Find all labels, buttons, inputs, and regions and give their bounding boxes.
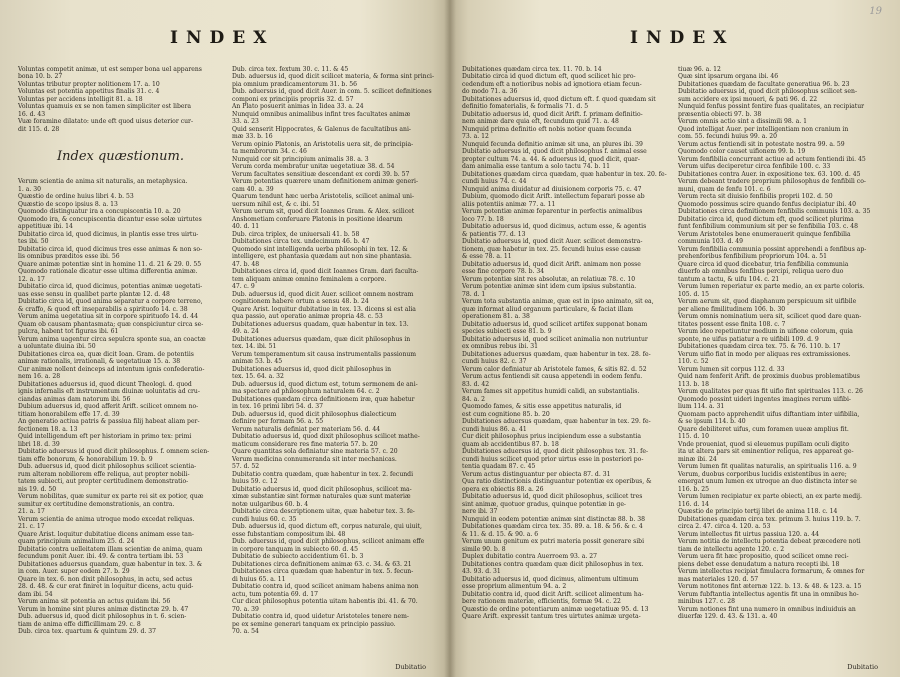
index-entries: tiuæ 96. a. 12 Quæ sint ipsarum organa ibi. 46 Dubitationes quædam de facultate generatiua 96. b. 23 Dubitatio aduersus id, quod dicit philosophus scilicet sen- sum accidere ex ipsi moueri, & pati 96. d. 22 Nunquid fenfus possint fentire fuas qualitates, an recipiatur præsentia obiecti 97. b. 38 Verum omnis actio sint a dissimili 98. a. 1 Quod intelligat Auer. per intelligentiam non cranium in com. 55. fecundi huius 99. a. 20 Verum actus fentiendi sit in potestate nostra 99. a. 59 Quomodo color causet uifionem 99. b. 19 Verum fenfibilia concurrant actiue ad actum fentiendi ibi. 45 Verum uifus deciperetur circa fenfibile 100. c. 33 Dubitationes contra Auer. in expositione tex. 63. 100. d. 45 Verum debeant tradere proprium philosophus de fenfibili co- muni, quam de fenfu 101. c. 6 Verum recta sit diuisio fenfibilis proprii 102. d. 50 Quomodo possimus scire quando fenfus decipiatur ibi. 40 Dubitationes circa definitionem fenfibilis communis 103. a. 35 Dubitatio circa id, quod dictum eft, quod scilicet plurima funt fenfibilium communium sit per se fenfibilia 103. c. 48 Verum Aristoteles bene enumerauerit quinque fenfibilia communia 103. d. 49 Verum fenfibilia communia possint apprehendi a fenfibus ap- prehenforibus fenfibilium propriorum 104. a. 51 Quare circa id quod dicebatur, tria fenfibilia communia diuerfo ab omnibus fenfibus percipi, reliqua uero duo tantum a tactu, & uifu 104. c. 21 Verum lumen reperiatur ex parte medio, an ex parte coloris. 105. d. 15 Verum aerum sit, quod diaphanum perspicuum sit uifibile per aliene fimilitudinem 106. b. 30 Verum omnis nominatium uera sit, scilicet quod dare quan- titates possent esse finita 108. c. 7 Verum ideo repetiuntur medium in uifione colorum, quia sponte, ne uifus patiatur a re uifibili 109. d. 9 Dubitationes quædam circa tex. 75. & 76. 110. b. 17 Verum uifio fiat in modo per aliquas res extramissiones. 110. c. 52 Verum lumen sit corpus 112. d. 33 Quid nam fenferit Arift. de proximis duobus problematibus 113. b. 18 Verum qualitates per quas fit uifio fint spirituales 113. c. 26 Quomodo possint uideri ingentes imagines rerum uifibi- lium 114. a. 31 Quomam pacto apprehendit uifus diftantiam inter uifibilia, & se ipsum 114. b. 40 Quare debiliteret uifus, cum foramen uueæ amplius fit. 115. d. 10 Vnde proueniat, quod si eleuemus pupillam oculi digito ita ut altera pars sit eminentior reliqua, res appareat ge- minæ ibi. 24 Verum lumen fit qualitas naturalis, an spiritualis 116. a. 9 Verum, duobus corporibus lucidis existentibus in aere; emergat unum lumen ex utroque an duo distincta inter se 116. b. 25 Verum lumen recipiatur ex parte obiecti, an ex parte medij. 116. d. 14 Quæstio de principio tertij libri de anima 118. c. 14 Dubitationes quædam circa tex. primum 3. huius 119. b. 7. circa 2. 47. circa 4. 120. a. 53 Verum intellectus fit uirtus passiua 120. a. 44 Verum notitia de intellectu potentia debeat præcedere noti tiam de intellectu agente 120. c. 2 Verum uera fit hæc propositio, quod scilicet omne reci- piens debet esse denudatum a natura recepti ibi. 18 Verum intellectus recipiat fimulacra formarum, & omnes for mas materiales 120. d. 57 Verum notitones fint æternæ 122. b. 13. & 48. & 123. a. 15 Verum fubftantia intellectus agentis fit una in omnibus ho- minibus 127. c. 28 Verum notiones fint una numero in omnibus indiuiduis an diuerfæ 129. d. 43. & 131. a. 40 [678, 65, 871, 620]
index-entries: Voluntas competit animæ, ut est semper bona uel apparens bona 10. b. 27 Voluntas tributur propter nolitionem 17. a. 10 Voluntas est potentia appetitus finalis 31. c. 4 Voluntas per accidens intelligit 81. a. 18 Voluntas quamuis ex se non tamen simpliciter est libera 16. d. 43 Vuæ foramine dilatato: unde eft quod uisus deterior cur- dit 115. d. 28 [18, 65, 202, 133]
page-header: INDEX [630, 28, 735, 48]
right-page [452, 0, 900, 677]
catchword: Dubitatio [395, 663, 426, 671]
page-header: INDEX [170, 28, 275, 48]
index-column-2 [678, 58, 883, 628]
index-column-1 [462, 58, 667, 628]
index-column-1 [18, 58, 223, 643]
index-entries: Dub. circa tex. fextum 30. c. 11. & 45 Dub. aduersus id, quod dicit scilicet materia, & forma sint princi- pia omnium prædicamentorum 31. b. 56 Dub. aduersus id, quod dicit Auer. in com. 5. scilicet definitiones componi ex principiis propriis 32. d. 57 An Plato posuerit animas in Iidea 33. a. 24 Nunquid omnibus animalibus infint tres facultates animæ 33. a. 23 Quid senserit Hippocrates, & Galenus de facultatibus ani- mæ 33. b. 16 Verum opinio Platonis, an Aristotelis uera sit, de principia- ta membrorum 34. c. 46 Nunquid cor sit principium animalis 38. a. 3 Verum corda membratur unitæ uegetatiuæ 38. d. 54 Verum facultates sensitiuæ descendant ex cordi 39. b. 57 Verum potentias quærere unam definitionem animæ generi- cam 40. a. 39 Quarum tendunt hæc uerba Aristotelis, scilicet animal uni- uersum nihil est, & c. ibi. 51 Verum uerum sit, quod dicit Ioannes Gram. & Alex. scilicet Anshometiam conferuare Platonis in positione idearum 40. d. 11 Dub. circa triplex, de uniuersali 41. b. 58 Dubitationes circa tex. undecimum 46. b. 47 Quomodo sint intelligenda uerba philosophi in tex. 12. & intelligere, est phantasia quædam aut non sine phantasia. 47. b. 48 Dubitationes circa id, quod dicit Ioannes Gram. dari faculta- tem aliquam animæ omnino feminalem a corpore. 47. c. 9 Dub. aduersus id, quod dicit Auer. scilicet omnem nostram cognitionem habere ortum a sensu 48. b. 24 Quare Arist. loquitur dubitatiue in tex. 13. dicens si est alia qua passio, aut operatio animæ propria 48. c. 53 Dubitationes aduersus quadam, quæ habentur in tex. 13. 49. a. 24 Dubitationes aduersus quædam, quæ dicit philosophus in tex. 14. ibi. 51 Verum temperamentum sit causa instrumentalis passionum animæ 53. b. 45 Dubitationes aduersus id, quod dicit philosophus in tex. 15. 64. a. 32 Dub. aduersus id, quod dictum est, totum sermonem de ani- ma spectare ad philosophum naturalem 64. c. 2 Dubitationes quædam circa definitionem iræ, quæ habetur in tex. 16 primi libri 54. d. 37 Dub. aduersus id, quod dicit philosophus dialecticum definire per formam 56. a. 55 Verum naturalis definiat per materiam 56. d. 44 Dubitatio aduersus id, quod dixit philosophus scilicet mathe- maticum considerare res fine materia 57. b. 20 Quare quantitas sola definiatur sine materia 57. c. 20 Verum medicina connumeranda sit inter mechanicas. 57. d. 52 Dubitatio contra quædam, quæ habentur in tex. 2. fecundi huius 59. c. 12 Dubitatio aduersus id, quod dicit philosophus, scilicet ma- ximæ substantiæ sint formæ naturales quæ sunt materiæ notæ uulgaribus 60. b. 4 Dubitatio circa descriptionem uitæ, quæ habetur tex. 3. fe- cundi huius 60. c. 35 Dub. aduersus id, quod dictum eft, corpus naturale, qui uiuit, esse fubstantiam compositum ibi. 48 Dub. aduersus id, quod dicit philosophus, scilicet animam effe in corpore tanquam in subiecto 60. d. 45 Dubitatio de subiecto accidentium 61. b. 3 Dubitationes circa definitionem animæ 63. c. 34. & 63. 21 Dubitationes circa quædam quæ habentur in tex. 5. fecun- di huius 65. a. 11 Dubitatio contra id, quod scilicet animam habens anima non actu, tum potentia 69. d. 17 Cur dicat philosophus potentia uitam habentis ibi. 41. & 70. 70. a. 39 Dubitatio contra id, quod uidetur Aristoteles tenere nem- pe ex semine generari tanquam ex principio passiuo. 70. a. 54 [232, 65, 435, 635]
index-column-2 [232, 58, 437, 643]
index-entries: Dubitationes quædam circa tex. 11. 70. b. 14 Dubitatio circa id quod dictum eft, quod scilicet hic pro- cedendum eft a notioribus nobis ad ignotiora etiam fecun- do modo 71. a. 36 Dubitationes aduersus id, quod dictum eft. f. quod quædam sit definitio fomaterialis, & formalis 71. d. 5 Dubitatio aduersus id, quod dicit Arift. f. primam definitio- nem animæ dare quia eft, fecundum quid 71. a. 48 Nunquid prima definitio eft nobis notior quam fecunda 73. a. 12 Nunquid fecunda definitio animæ sit una, an plures ibi. 39 Dubitatio aduersus id, quod dicit philosophus f. animal esse propter cultum 74. a. 44. & aduersus id, quod dicit, quar- dam animalia esse tantum a solo tactu 74. b. 11 Dubitationes quædam circa quædam, quæ habentur in tex. 20. fe- cundi huius 74. c. 44 Nunquid anima diuidatur ad diuisionem corporis 75. c. 47 Dubium, quomodo dicit Arift. intellectum feparari posse ab aliis potentiis animæ 77. a. 11 Verum potentiæ animæ feparentur in perfectis animalibus loco 77. b. 18 Dubitatio aduersus id, quod dicimus, actum esse, & agentis & patientis 77. d. 13 Dubitatio aduersus id, quod dicit Auer. scilicet demonstra- tionem, quæ habetur in tex. 25. fecundi huius esse causæ & esse 78. a. 11 Dubitatio aduersus id, quod dicit Arift. animam non posse esse fine corpore 78. b. 34 Verum potentiæ sint res absolutæ, an relatiuæ 78. c. 10 Verum potentiæ animæ sint idem cum ipsius substantia. 78. d. 1 Verum tota substantia animæ, quæ est in ipso animato, sit ea, quæ informat aliud organum particulare, & faciat illam operationem 81. a. 38 Dubitatio aduersus id, quod scilicet artifex supponat bonam species subiecti esse 81. b. 9 Dubitatio aduersus id, quod scilicet animalia non nutriuntur ex omnibus rebus ibi. 31 Dubitationes aduersus quædam, quæ habentur in tex. 28. fe- cundi huius 82. c. 37 Verum calor definiatur ab Aristotele fames, & sitis 82. d. 52 Verum actus fentiendi sit causa appetendi in eodem fenfu. 83. d. 42 Verum fames sit appetitus humidi calidi, an substantialis. 84. a. 2 Quomodo fames, & sitis esse appetitus naturalis, id est cum cognitione 85. b. 20 Dubitationes aduersus quædam, quæ habentur in tex. 29. fe- cundi huius 86. a. 41 Cur dicit philosophus prius incipiendum esse a substantia quam ab accidentibus 87. b. 18 Dubitationes aduersus id, quod dicit philosophus tex. 31. fe- cundi huius scilicet quod prior uirtus esse in posteriori po- tentia quadam 87. c. 45 Verum actus distinguantur per obiecta 87. d. 31 Qua ratio distinctionis distinguantur potentiæ ex operibus, & opera ex obiectis 88. a. 26 Dubitatio aduersus id, quod dicit philosophus, scilicet tres sint animæ, quotuor gradus, quinque potentiæ in ge- nere ibi. 37 Nunquid in eodem potentiæ animæ sint distinctæ 88. b. 38 Dubitationes quædam circa tex. 35. 89. a. 18. & 56. & c. 4 & 11. & d. 15. & 90. a. 6 Verum unum genitum ex putri materia possit generare sibi simile 90. b. 8 Duplex dubitatio contra Auerroem 93. a. 27 Dubitationes contra quædam quæ dicit philosophus in tex. 43. 93. d. 31 Dubitatio aduersus id, quod dicimus, alimentum ultimum esse proprium alimentum 94. a. 2 Dubitatio contra id, quod dicit Arift. scilicet alimentum ha- bere rationem materiæ, efficientis, formæ 94. c. 22 Quæstio de ordine potentiarum animæ uegetatiuæ 95. d. 13 Quare Arift. expressit tantum tres uirtutes animæ urgeta- [462, 65, 667, 620]
index-entries: Verum scientia de anima sit naturalis, an metaphysica. 1. a. 30 Quæstio de ordine huius libri 4. b. 53 Quæstio de scopo ipsius 8. a. 13 Quomodo distinguatur ira a concupiscentia 10. a. 20 Quomodo ira, & concupiscentia dicantur esse solæ uirtutes appetitiuæ ibi. 14 Dubitatio circa id, quod dicimus, in plantis esse tres uirtu- tes ibi. 50 Dubitatio circa id, quod dicimus tres esse animas & non so- lis omnibus præditos esse ibi. 56 Quare animæ potentiæ sint in homine 11. d. 21 & 29. 0. 55 Quomodo rationale dicatur esse ultima differentia animæ. 12. a. 17 Dubitatio circa id, quod dicimus, potentias animæ uegetati- uas esse sensu in qualibet parte plantæ 12. d. 48 Dubitatio circa id, quod anima separatur a corpore terreno, & craffo, & quod eft inseparabilis a spirituofo 14. c. 38 Verum anima uegetatiua sit in corpore spirituofo 14. d. 44 Quam ob causam phantasmata; quæ conspiciuntur circa se- pulcra, habent tot figuras ibi. 61 Verum anima uagentur circa sepulcra sponte sua, an coactæ a uoluntate diuina ibi. 50 Dubitationes circa ea, quæ dicit Ioan. Gram. de potentiis animæ rationalis, irrationali, & uegetatiuæ 15. a. 38 Cur animæ nollent deinceps ad intentum ignis confederatio- nem 16. a. 28 Dubitationes aduersus id, quod dicunt Theologi. d. quod ignis infernalis eft instrumentum diuinæ uoluntatis ad cru- ciandas animas dam natorum ibi. 56 Dubium aduersus id, quod afferit Arift. scilicet omnem no- titiam honorabilem effe 17. d. 39 An generatio actiua patris & passiua filij habeat aliam per- fectionem 18. a. 13 Quid intelligendum eft per historiam in primo tex: primi libri 18. d. 39 Dubitatio aduersus id quod dicit philosophus. f. omnem scien- tiam effe bonorum, & honorabilium 19. b. 9 Dub. aduersus id, quod dicit philosophus scilicet scientia- rum alteram nobiliorem effe reliqua, aut propter nobili- tatem subiecti, aut propter certitudinem demonstratio- nis 19. d. 50 Verum nobilitas, quæ sumitur ex parte rei sit ex potior, quæ sumitur ex certitudine demonstrationis, an contra. 21. a. 17 Verum scientia de anima utroque modo excedat reliquas. 21. c. 17 Quare Arist. loquitur dubitatiue dicens animam esse tan- quam principium animalium 25. d. 24 Dubitatio contra uelleitatem illam scientiæ de anima, quam fecundum ponit Auer. ibi. 49. & contra tertiam ibi. 53 Dubitationes aduersus quandam, quæ habentur in tex. 3. & in com. Auer. super eodem 27. b. 29 Quare in tex. 6. non dixit philosophus, in actu, sed actus 28. d. 48. & cur erat finiret in loquitur dicens, actu quid- dam ibi. 54 Verum anima sit potentia an actus quidam ibi. 56 Verum in homine sint plures animæ distinctæ 29. b. 47 Dub. aduersus id, quod dicit philosophus in t. 6. scien- tiam de anima effe difficillimam 29. c. 8 Dub. circa tex. quartum & quintum 29. d. 37 [18, 178, 210, 635]
section-title: Index quæstionum. [57, 148, 184, 164]
folio-number: 19 [869, 6, 882, 17]
left-page [0, 0, 448, 677]
catchword: Dubitatio [847, 663, 878, 671]
